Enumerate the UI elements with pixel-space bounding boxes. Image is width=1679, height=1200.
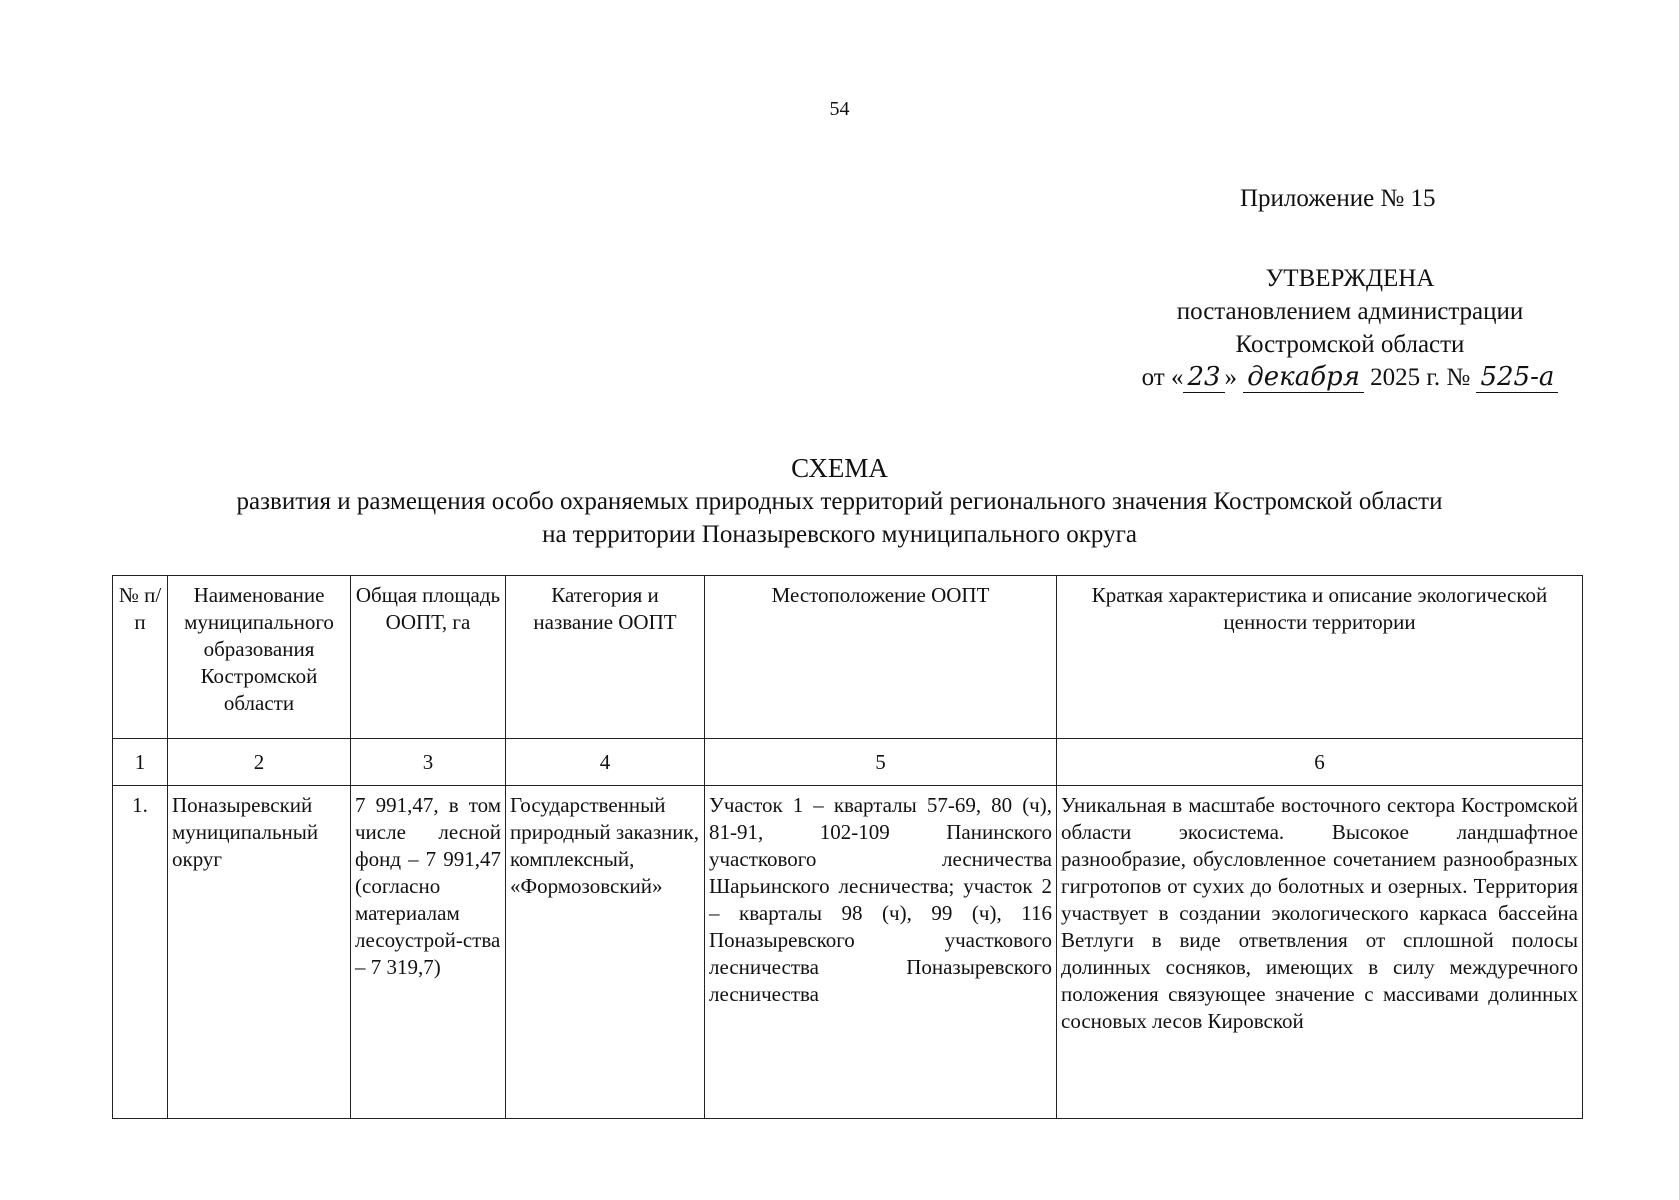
appendix-label: Приложение № 15 [1240, 185, 1436, 212]
index-cell: 1 [113, 739, 168, 786]
scheme-table [112, 575, 1583, 1119]
header-location: Местоположение ООПТ [705, 576, 1057, 739]
row-area: 7 991,47, в том числе лесной фонд – 7 991,47 (согласно материалам лесоустрой-ства – 7 319,7) [351, 786, 506, 1119]
approval-heading: УТВЕРЖДЕНА [1265, 265, 1435, 292]
document-title: СХЕМА [791, 453, 888, 483]
row-num: 1. [113, 786, 168, 1119]
year-part: 2025 г. № [1370, 364, 1471, 391]
index-cell: 6 [1057, 739, 1583, 786]
table-row [113, 786, 1583, 1119]
approval-line-2: Костромской области [1235, 331, 1465, 358]
handwritten-day: 23 [1183, 362, 1224, 393]
document-subtitle-1: развития и размещения особо охраняемых природных территорий регионального значения Костромской области [236, 488, 1443, 515]
header-category: Категория и название ООПТ [506, 576, 705, 739]
header-area: Общая площадь ООПТ, га [351, 576, 506, 739]
date-mid: » [1224, 364, 1238, 391]
index-cell: 5 [705, 739, 1057, 786]
title-block [0, 452, 1679, 551]
table-header-row [113, 576, 1583, 739]
index-cell: 3 [351, 739, 506, 786]
approval-line-1: постановлением администрации [1176, 298, 1524, 325]
approval-date-line [1140, 361, 1560, 394]
handwritten-number: 525-а [1476, 362, 1558, 393]
header-description: Краткая характеристика и описание экологической ценности территории [1057, 576, 1583, 739]
document-subtitle-2: на территории Поназыревского муниципального округа [542, 521, 1137, 548]
approval-block [1140, 262, 1560, 394]
table-index-row [113, 739, 1583, 786]
row-municipality: Поназыревский муниципальный округ [168, 786, 351, 1119]
header-municipality: Наименование муниципального образования Костромской области [168, 576, 351, 739]
handwritten-month: декабря [1243, 362, 1364, 393]
index-cell: 4 [506, 739, 705, 786]
page-number: 54 [829, 98, 850, 120]
row-category: Государственный природный заказник, комплексный, «Формозовский» [506, 786, 705, 1119]
row-location: Участок 1 – кварталы 57-69, 80 (ч), 81-91, 102-109 Панинского участкового лесничества Шарьинского лесничества; участок 2 – кварталы 98 (ч), 99 (ч), 116 Поназыревского участкового лесничества Поназыревского лесничества [705, 786, 1057, 1119]
index-cell: 2 [168, 739, 351, 786]
date-prefix: от « [1141, 364, 1184, 391]
header-num: № п/п [113, 576, 168, 739]
row-description: Уникальная в масштабе восточного сектора Костромской области экосистема. Высокое ландшафтное разнообразие, обусловленное сочетанием разнообразных гигротопов от сухих до болотных и озерных. Территория участвует в создании экологического каркаса бассейна Ветлуги в виде ответвления от сплошной полосы долинных сосняков, имеющих в силу междуречного положения связующее значение с массивами долинных сосновых лесов Кировской [1057, 786, 1583, 1119]
